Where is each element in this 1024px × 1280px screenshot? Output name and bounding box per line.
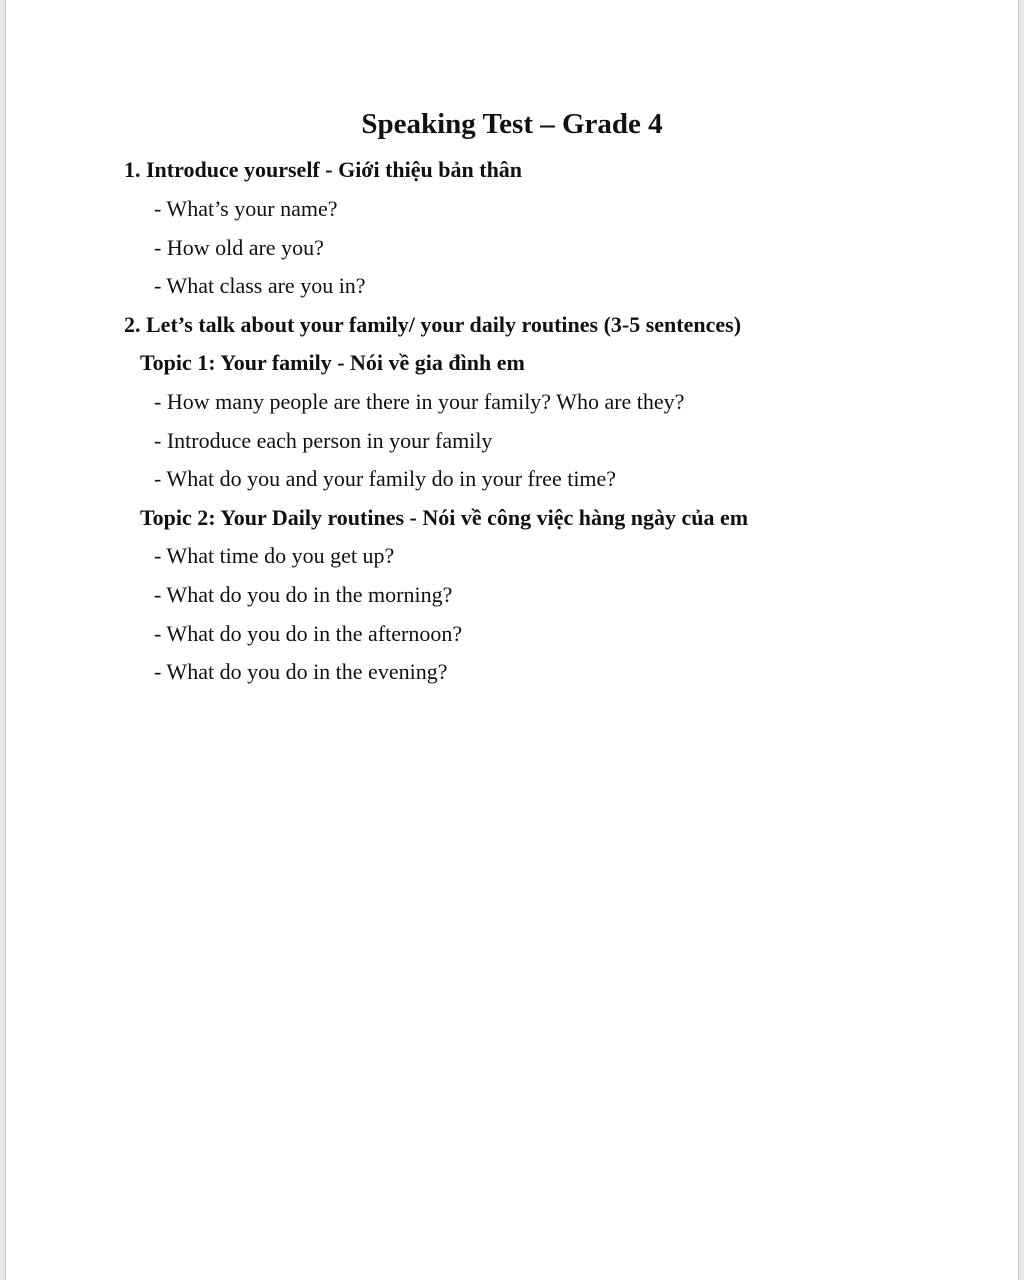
topic-2-heading: Topic 2: Your Daily routines - Nói về công việc hàng ngày của em (140, 505, 749, 530)
question-item: - What do you do in the evening? (154, 659, 448, 684)
question-item: - What’s your name? (154, 196, 338, 221)
topic-1-heading: Topic 1: Your family - Nói về gia đình em (140, 350, 525, 375)
question-item: - What do you do in the morning? (154, 582, 453, 607)
question-item: - What time do you get up? (154, 543, 395, 568)
question-item: - Introduce each person in your family (154, 428, 493, 453)
question-item: - How old are you? (154, 235, 324, 260)
question-item: - What class are you in? (154, 273, 366, 298)
section-1-heading: 1. Introduce yourself - Giới thiệu bản thân (124, 157, 523, 182)
document-page (5, 0, 1019, 1280)
question-item: - How many people are there in your family? Who are they? (154, 389, 685, 414)
document-title: Speaking Test – Grade 4 (361, 108, 663, 140)
section-2-heading: 2. Let’s talk about your family/ your daily routines (3-5 sentences) (124, 312, 742, 337)
question-item: - What do you and your family do in your free time? (154, 466, 617, 491)
question-item: - What do you do in the afternoon? (154, 621, 463, 646)
